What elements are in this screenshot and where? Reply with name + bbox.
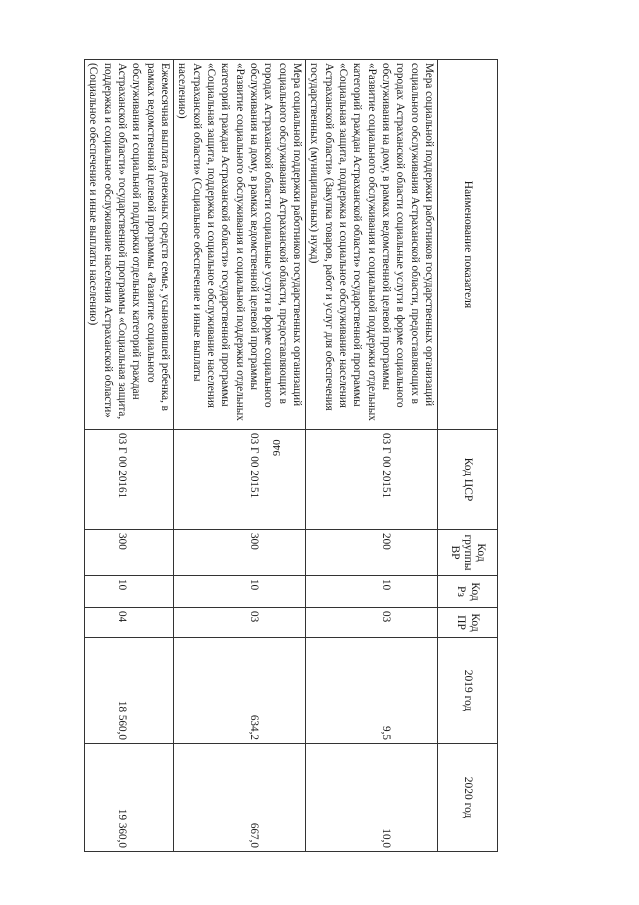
cell-year-2019: 18 560,0: [85, 638, 174, 744]
header-pr-code: Код ПР: [438, 608, 498, 638]
cell-pr-code: 03: [174, 608, 306, 638]
cell-year-2019: 9,5: [306, 638, 438, 744]
header-indicator-name: Наименование показателя: [438, 60, 498, 430]
cell-vr-code: 300: [174, 530, 306, 576]
header-year-2020: 2020 год: [438, 744, 498, 852]
header-csr-code: Код ЦСР: [438, 430, 498, 530]
cell-indicator-name: Мера социальной поддержки работников государственных организаций социального обслуживания Астраханской области, предоставляющих в городах Астраханской области социальные услуги в форме социального обслуживания на дому, в рамках ведомственной целевой программы «Развитие социального обслуживания и социальной поддержки отдельных категорий граждан Астраханской области» государственной программы «Социальная защита, поддержка и социальное обслуживание населения Астраханской области» (Социальное обеспечение и иные выплаты населению): [174, 60, 306, 430]
cell-year-2020: 667,0: [174, 744, 306, 852]
cell-year-2020: 10,0: [306, 744, 438, 852]
budget-table-container: [87, 59, 498, 851]
cell-csr-code: 03 Г 00 20151: [174, 430, 306, 530]
table-row: [85, 60, 174, 852]
header-year-2019: 2019 год: [438, 638, 498, 744]
cell-vr-code: 200: [306, 530, 438, 576]
cell-pr-code: 03: [306, 608, 438, 638]
cell-indicator-name: Мера социальной поддержки работников государственных организаций социального обслуживания Астраханской области, предоставляющих в городах Астраханской области социальные услуги в форме социального обслуживания на дому, в рамках ведомственной целевой программы «Развитие социального обслуживания и социальной поддержки отдельных категорий граждан Астраханской области» государственной программы «Социальная защита, поддержка и социальное обслуживание населения Астраханской области» (Закупка товаров, работ и услуг для обеспечения государственных (муниципальных) нужд): [306, 60, 438, 430]
table-row: [174, 60, 306, 852]
table-row: [306, 60, 438, 852]
cell-rz-code: 10: [85, 576, 174, 608]
page-number: 940: [271, 439, 283, 456]
cell-year-2020: 19 360,0: [85, 744, 174, 852]
table-header-row: [438, 60, 498, 852]
cell-csr-code: 03 Г 00 20161: [85, 430, 174, 530]
header-rz-code: Код Рз: [438, 576, 498, 608]
cell-csr-code: 03 Г 00 20151: [306, 430, 438, 530]
cell-rz-code: 10: [306, 576, 438, 608]
cell-vr-code: 300: [85, 530, 174, 576]
cell-rz-code: 10: [174, 576, 306, 608]
cell-indicator-name: Ежемесячная выплата денежных средств семье, усыновившей ребенка, в рамках ведомственной целевой программы «Развитие социального обслуживания и социальной поддержки отдельных категорий граждан Астраханской области» государственной программы «Социальная защита, поддержка и социальное обслуживание населения Астраханской области» (Социальное обеспечение и иные выплаты населению): [85, 60, 174, 430]
header-vr-code: Код группы ВР: [438, 530, 498, 576]
cell-year-2019: 634,2: [174, 638, 306, 744]
cell-pr-code: 04: [85, 608, 174, 638]
budget-table: [84, 59, 498, 852]
